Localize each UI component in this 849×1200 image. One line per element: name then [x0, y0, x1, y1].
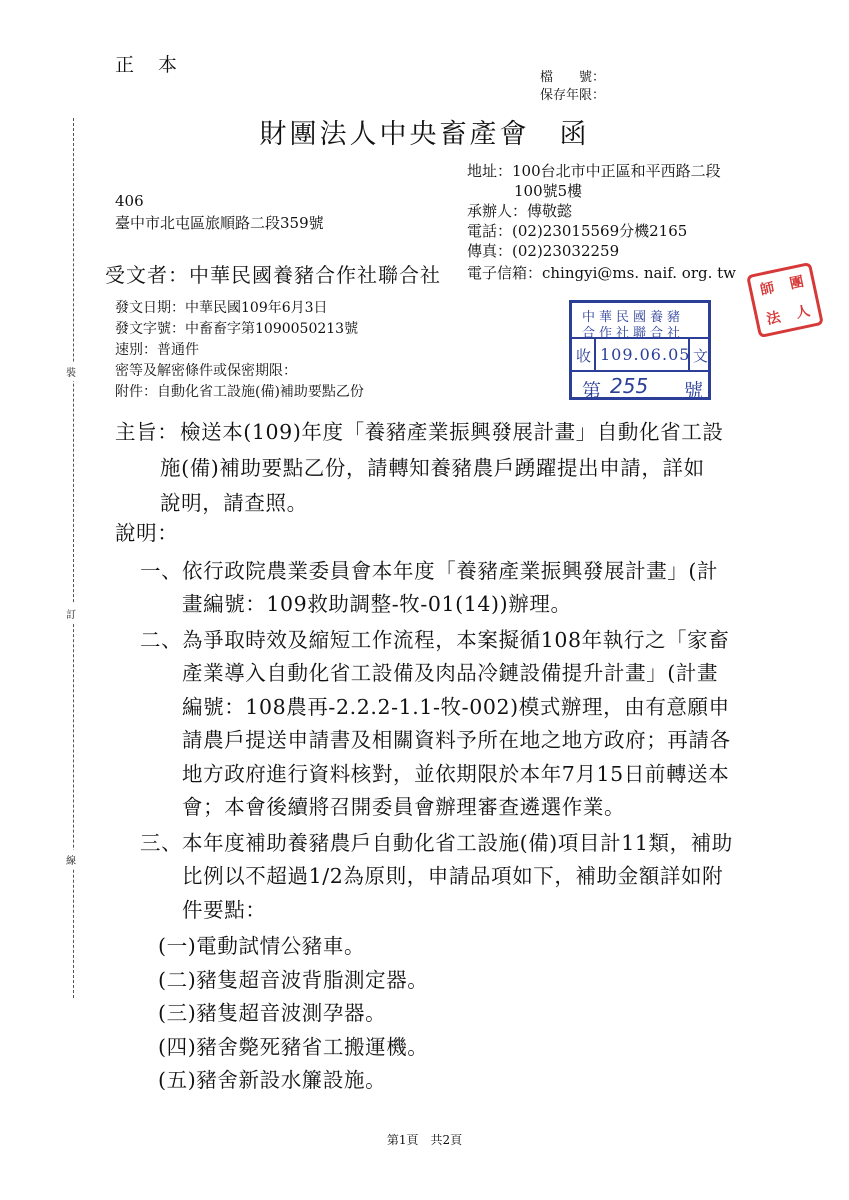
document-number: 發文字號：中畜畜字第1090050213號 [115, 321, 359, 337]
item-line: 會；本會後續將召開委員會辦理審查遴選作業。 [182, 795, 626, 819]
item-line: 件要點： [182, 898, 267, 922]
recipient: 受文者：中華民國養豬合作社聯合社 [105, 263, 441, 287]
red-seal [746, 262, 824, 338]
sub-item: (一)電動試情公豬車。 [158, 934, 366, 958]
sender-email: 電子信箱：chingyi@ms. naif. org. tw [467, 264, 737, 282]
item-line: 地方政府進行資料核對，並依期限於本年7月15日前轉送本 [182, 762, 730, 786]
item-line: 本年度補助養豬農戶自動化省工設施(備)項目計11類，補助 [182, 831, 733, 855]
seal-char: 人 [794, 303, 812, 322]
sender-handler: 承辦人：傅敬懿 [467, 202, 573, 220]
secrecy-level: 密等及解密條件或保密期限： [115, 363, 297, 379]
recipient-postal-code: 406 [115, 192, 144, 210]
recipient-address: 臺中市北屯區旅順路二段359號 [115, 214, 324, 232]
subject-line: 檢送本(109)年度「養豬產業振興發展計畫」自動化省工設 [180, 420, 724, 444]
stamp-handwritten-number: 255 [610, 374, 649, 398]
item-line: 編號：108農再-2.2.2-1.1-牧-002)模式辦理，由有意願申 [182, 695, 730, 719]
stamp-divider-left [594, 337, 596, 370]
subject-label: 主旨： [115, 420, 179, 444]
item-line: 畫編號：109救助調整-牧-01(14))辦理。 [182, 592, 572, 616]
document-title: 財團法人中央畜產會 函 [259, 119, 590, 150]
stamp-org-line2: 合作社聯合社 [582, 326, 685, 341]
item-marker: 二、 [140, 628, 183, 652]
subject-line: 說明，請查照。 [160, 491, 308, 515]
binding-mark-xian: 線 [66, 850, 76, 869]
binding-mark-ding: 訂 [66, 604, 76, 623]
sender-address-line2: 100號5樓 [514, 182, 583, 200]
seal-char: 法 [765, 309, 783, 329]
sender-fax: 傳真：(02)23032259 [467, 242, 620, 260]
file-number-label: 檔 號： [540, 70, 606, 85]
item-line: 比例以不超過1/2為原則，申請品項如下，補助金額詳如附 [182, 864, 724, 888]
receipt-stamp [569, 300, 711, 400]
page-footer: 第1頁 共2頁 [386, 1133, 463, 1147]
item-line: 依行政院農業委員會本年度「養豬產業振興發展計畫」(計 [182, 559, 719, 583]
sub-item: (二)豬隻超音波背脂測定器。 [158, 968, 429, 992]
retention-label: 保存年限： [540, 88, 606, 103]
sub-item: (五)豬舍新設水簾設施。 [158, 1068, 387, 1092]
subject-line: 施(備)補助要點乙份，請轉知養豬農戶踴躍提出申請，詳如 [160, 456, 705, 480]
stamp-date: 109.06.05 [600, 345, 691, 364]
stamp-hao-label: 號 [684, 380, 704, 402]
sender-address-line1: 地址：100台北市中正區和平西路二段 [467, 162, 721, 180]
seal-char: 團 [788, 273, 806, 293]
item-marker: 三、 [140, 831, 183, 855]
seal-char: 師 [758, 280, 776, 299]
attachment: 附件：自動化省工設施(備)補助要點乙份 [115, 384, 364, 400]
stamp-recv-label: 收 [576, 347, 592, 365]
item-marker: 一、 [140, 559, 183, 583]
binding-mark-zhuang: 裝 [66, 362, 76, 381]
stamp-divider-bottom [572, 370, 708, 372]
item-line: 為爭取時效及縮短工作流程，本案擬循108年執行之「家畜 [182, 628, 730, 652]
issue-date: 發文日期：中華民國109年6月3日 [115, 300, 328, 316]
sub-item: (四)豬舍斃死豬省工搬運機。 [158, 1035, 429, 1059]
sender-phone: 電話：(02)23015569分機2165 [467, 222, 688, 240]
stamp-di-label: 第 [582, 380, 602, 402]
sub-item: (三)豬隻超音波測孕器。 [158, 1001, 387, 1025]
stamp-doc-label: 文 [693, 347, 709, 365]
item-line: 請農戶提送申請書及相關資料予所在地之地方政府；再請各 [182, 728, 731, 752]
explanation-label: 說明： [115, 521, 179, 545]
stamp-org-line1: 中華民國養豬 [582, 310, 685, 325]
item-line: 產業導入自動化省工設備及肉品冷鏈設備提升計畫」(計畫 [182, 661, 719, 685]
speed-class: 速別：普通件 [115, 342, 199, 358]
copy-mark: 正本 [115, 54, 202, 76]
